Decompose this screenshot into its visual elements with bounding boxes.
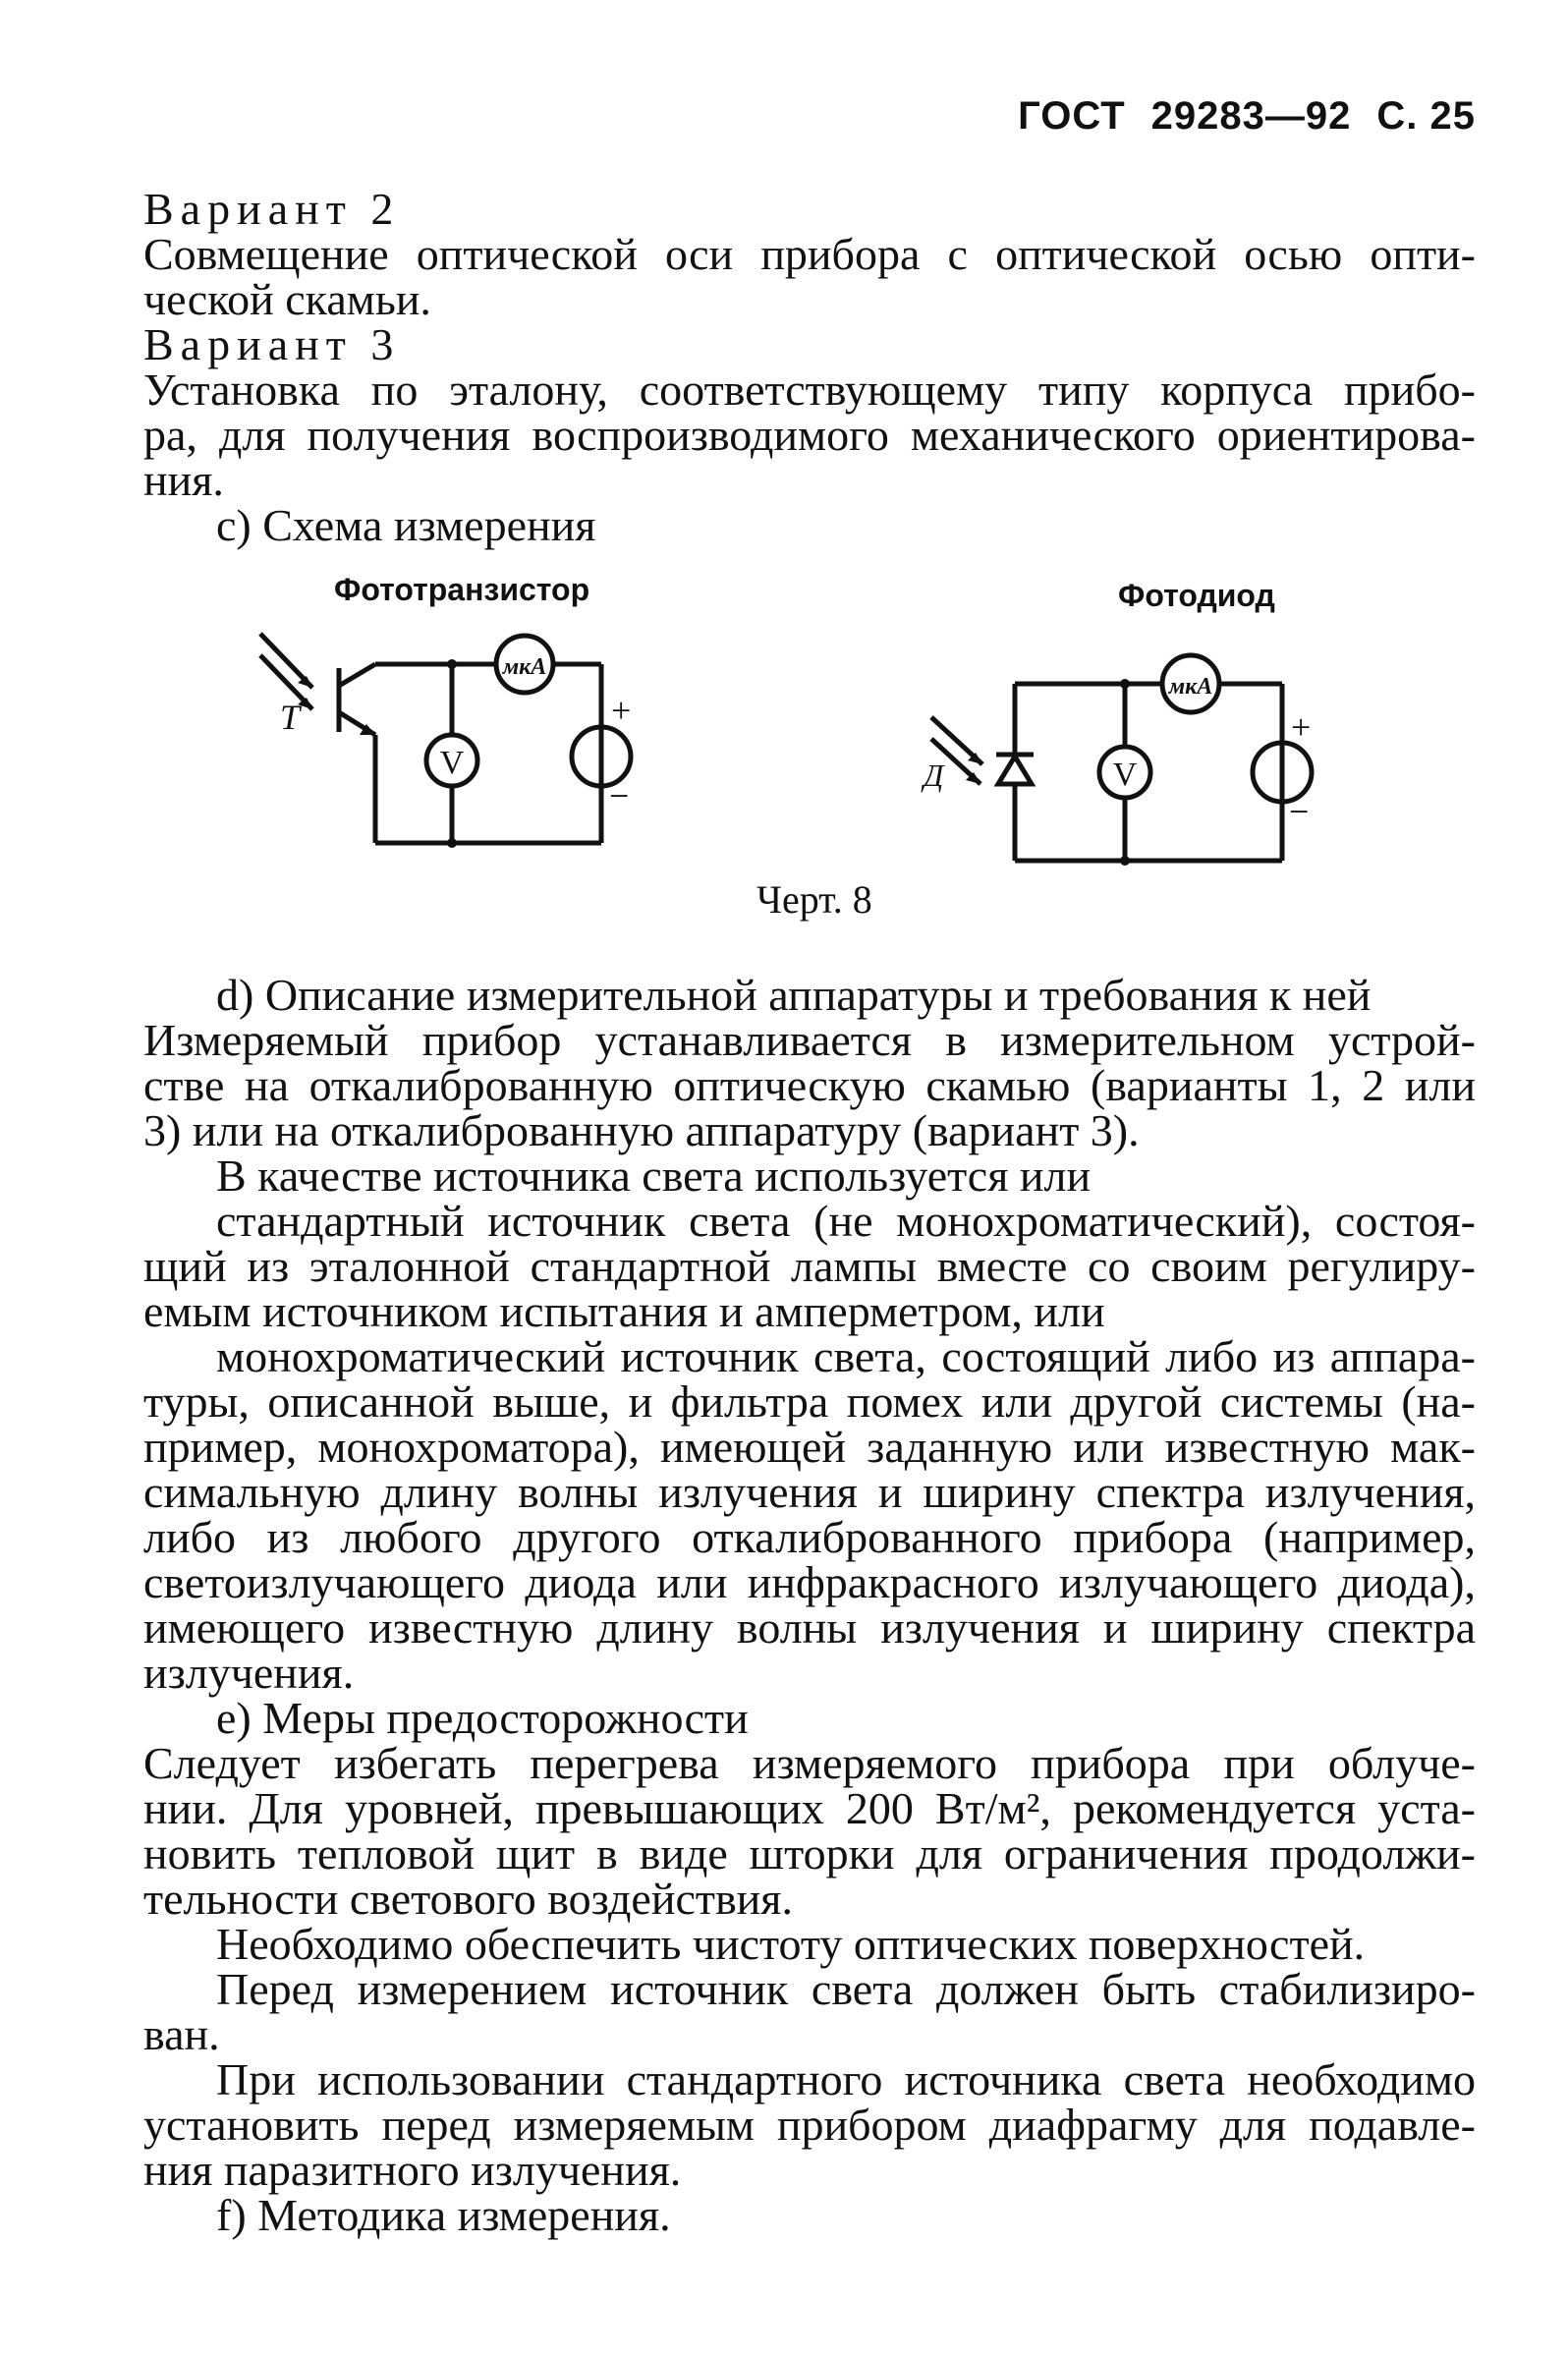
body-e6: Перед измерением источник света должен быть стабилизиро- bbox=[216, 1964, 1476, 2014]
header-number: 29283—92 bbox=[1150, 94, 1352, 138]
body-d2: стве на откалиброванную оптическую скамью (варианты 1, 2 или bbox=[143, 1060, 1476, 1110]
variant2-title: Вариант 2 bbox=[143, 184, 401, 234]
body-d5: стандартный источник света (не монохроматический), состоя- bbox=[216, 1196, 1476, 1246]
body-e8: При использовании стандартного источника света необходимо bbox=[216, 2054, 1476, 2104]
phototransistor-circuit bbox=[260, 634, 631, 848]
body-e2: нии. Для уровней, превышающих 200 Вт/м², рекомендуется уста- bbox=[143, 1783, 1476, 1833]
variant2-line1: Совмещение оптической оси прибора с оптической осью опти- bbox=[143, 229, 1476, 279]
body-d8: монохроматический источник света, состоящий либо из аппара- bbox=[216, 1331, 1476, 1381]
voltmeter-right-label: V bbox=[1112, 757, 1138, 793]
microammeter-right-label: мкА bbox=[1168, 674, 1213, 700]
minus-left: − bbox=[609, 776, 630, 815]
section-d-title: d) Описание измерительной аппаратуры и требования к ней bbox=[216, 970, 1372, 1020]
header-standard: ГОСТ bbox=[1018, 94, 1126, 138]
body-d14: имеющего известную длину волны излучения и ширину спектра bbox=[143, 1602, 1476, 1653]
body-d3: 3) или на откалиброванную аппаратуру (вариант 3). bbox=[143, 1105, 1140, 1155]
diode-label: Д bbox=[924, 757, 944, 793]
body-e5: Необходимо обеспечить чистоту оптических поверхностей. bbox=[216, 1919, 1366, 1969]
body-d4: В качестве источника света используется или bbox=[216, 1150, 1092, 1201]
body-d1: Измеряемый прибор устанавливается в измерительном устрой- bbox=[143, 1015, 1476, 1065]
variant3-line1: Установка по эталону, соответствующему типу корпуса прибо- bbox=[143, 364, 1476, 415]
variant3-line2: ра, для получения воспроизводимого механического ориентирова- bbox=[143, 410, 1476, 460]
body-e1: Следует избегать перегрева измеряемого прибора при облуче- bbox=[143, 1738, 1476, 1788]
variant3-title: Вариант 3 bbox=[143, 319, 401, 369]
minus-right: − bbox=[1289, 792, 1310, 831]
body-e3: новить тепловой щит в виде шторки для ограничения продолжи- bbox=[143, 1828, 1476, 1878]
junction-top-right bbox=[1120, 679, 1130, 689]
transistor-collector bbox=[339, 664, 375, 686]
microammeter-left-label: мкА bbox=[502, 654, 547, 680]
photodiode-title: Фотодиод bbox=[1118, 578, 1275, 613]
body-d11: симальную длину волны излучения и ширину спектра излучения, bbox=[143, 1467, 1476, 1517]
voltmeter-left-label: V bbox=[439, 745, 465, 781]
junction-top-left bbox=[447, 659, 457, 669]
photodiode-circuit bbox=[921, 655, 1312, 866]
plus-left: + bbox=[611, 691, 632, 730]
body-d7: емым источником испытания и амперметром, или bbox=[143, 1286, 1105, 1336]
body-d15: излучения. bbox=[143, 1648, 355, 1698]
page-header bbox=[992, 94, 1476, 139]
variant3-line3: ния. bbox=[143, 455, 224, 505]
body-d6: щий из эталонной стандартной лампы вместе со своим регулиру- bbox=[143, 1241, 1476, 1291]
variant2-line2: ческой скамьи. bbox=[143, 274, 431, 324]
junction-bottom-left bbox=[447, 838, 457, 848]
transistor-label: T bbox=[280, 698, 301, 737]
body-e4: тельности светового воздействия. bbox=[143, 1874, 793, 1924]
photodiode-symbol bbox=[998, 757, 1032, 784]
body-e9: установить перед измеряемым прибором диафрагму для подавле- bbox=[143, 2100, 1476, 2150]
section-f-title: f) Методика измерения. bbox=[216, 2190, 671, 2240]
section-e-title: е) Меры предосторожности bbox=[216, 1693, 749, 1743]
body-d10: пример, монохроматора), имеющей заданную или известную мак- bbox=[143, 1422, 1476, 1472]
section-c-title: с) Схема измерения bbox=[216, 500, 596, 550]
body-d12: либо из любого другого откалиброванного прибора (например, bbox=[143, 1512, 1476, 1562]
phototransistor-title: Фототранзистор bbox=[334, 572, 590, 607]
body-d13: светоизлучающего диода или инфракрасного излучающего диода), bbox=[143, 1557, 1476, 1607]
plus-right: + bbox=[1291, 707, 1312, 747]
body-e7: ван. bbox=[143, 2009, 220, 2059]
figure-caption: Черт. 8 bbox=[756, 877, 872, 922]
junction-bottom-right bbox=[1120, 856, 1130, 866]
body-e10: ния паразитного излучения. bbox=[143, 2145, 682, 2195]
body-d9: туры, описанной выше, и фильтра помех или другой системы (на- bbox=[143, 1376, 1476, 1427]
measurement-circuit-diagram bbox=[0, 609, 1568, 874]
header-page: С. 25 bbox=[1376, 94, 1476, 138]
